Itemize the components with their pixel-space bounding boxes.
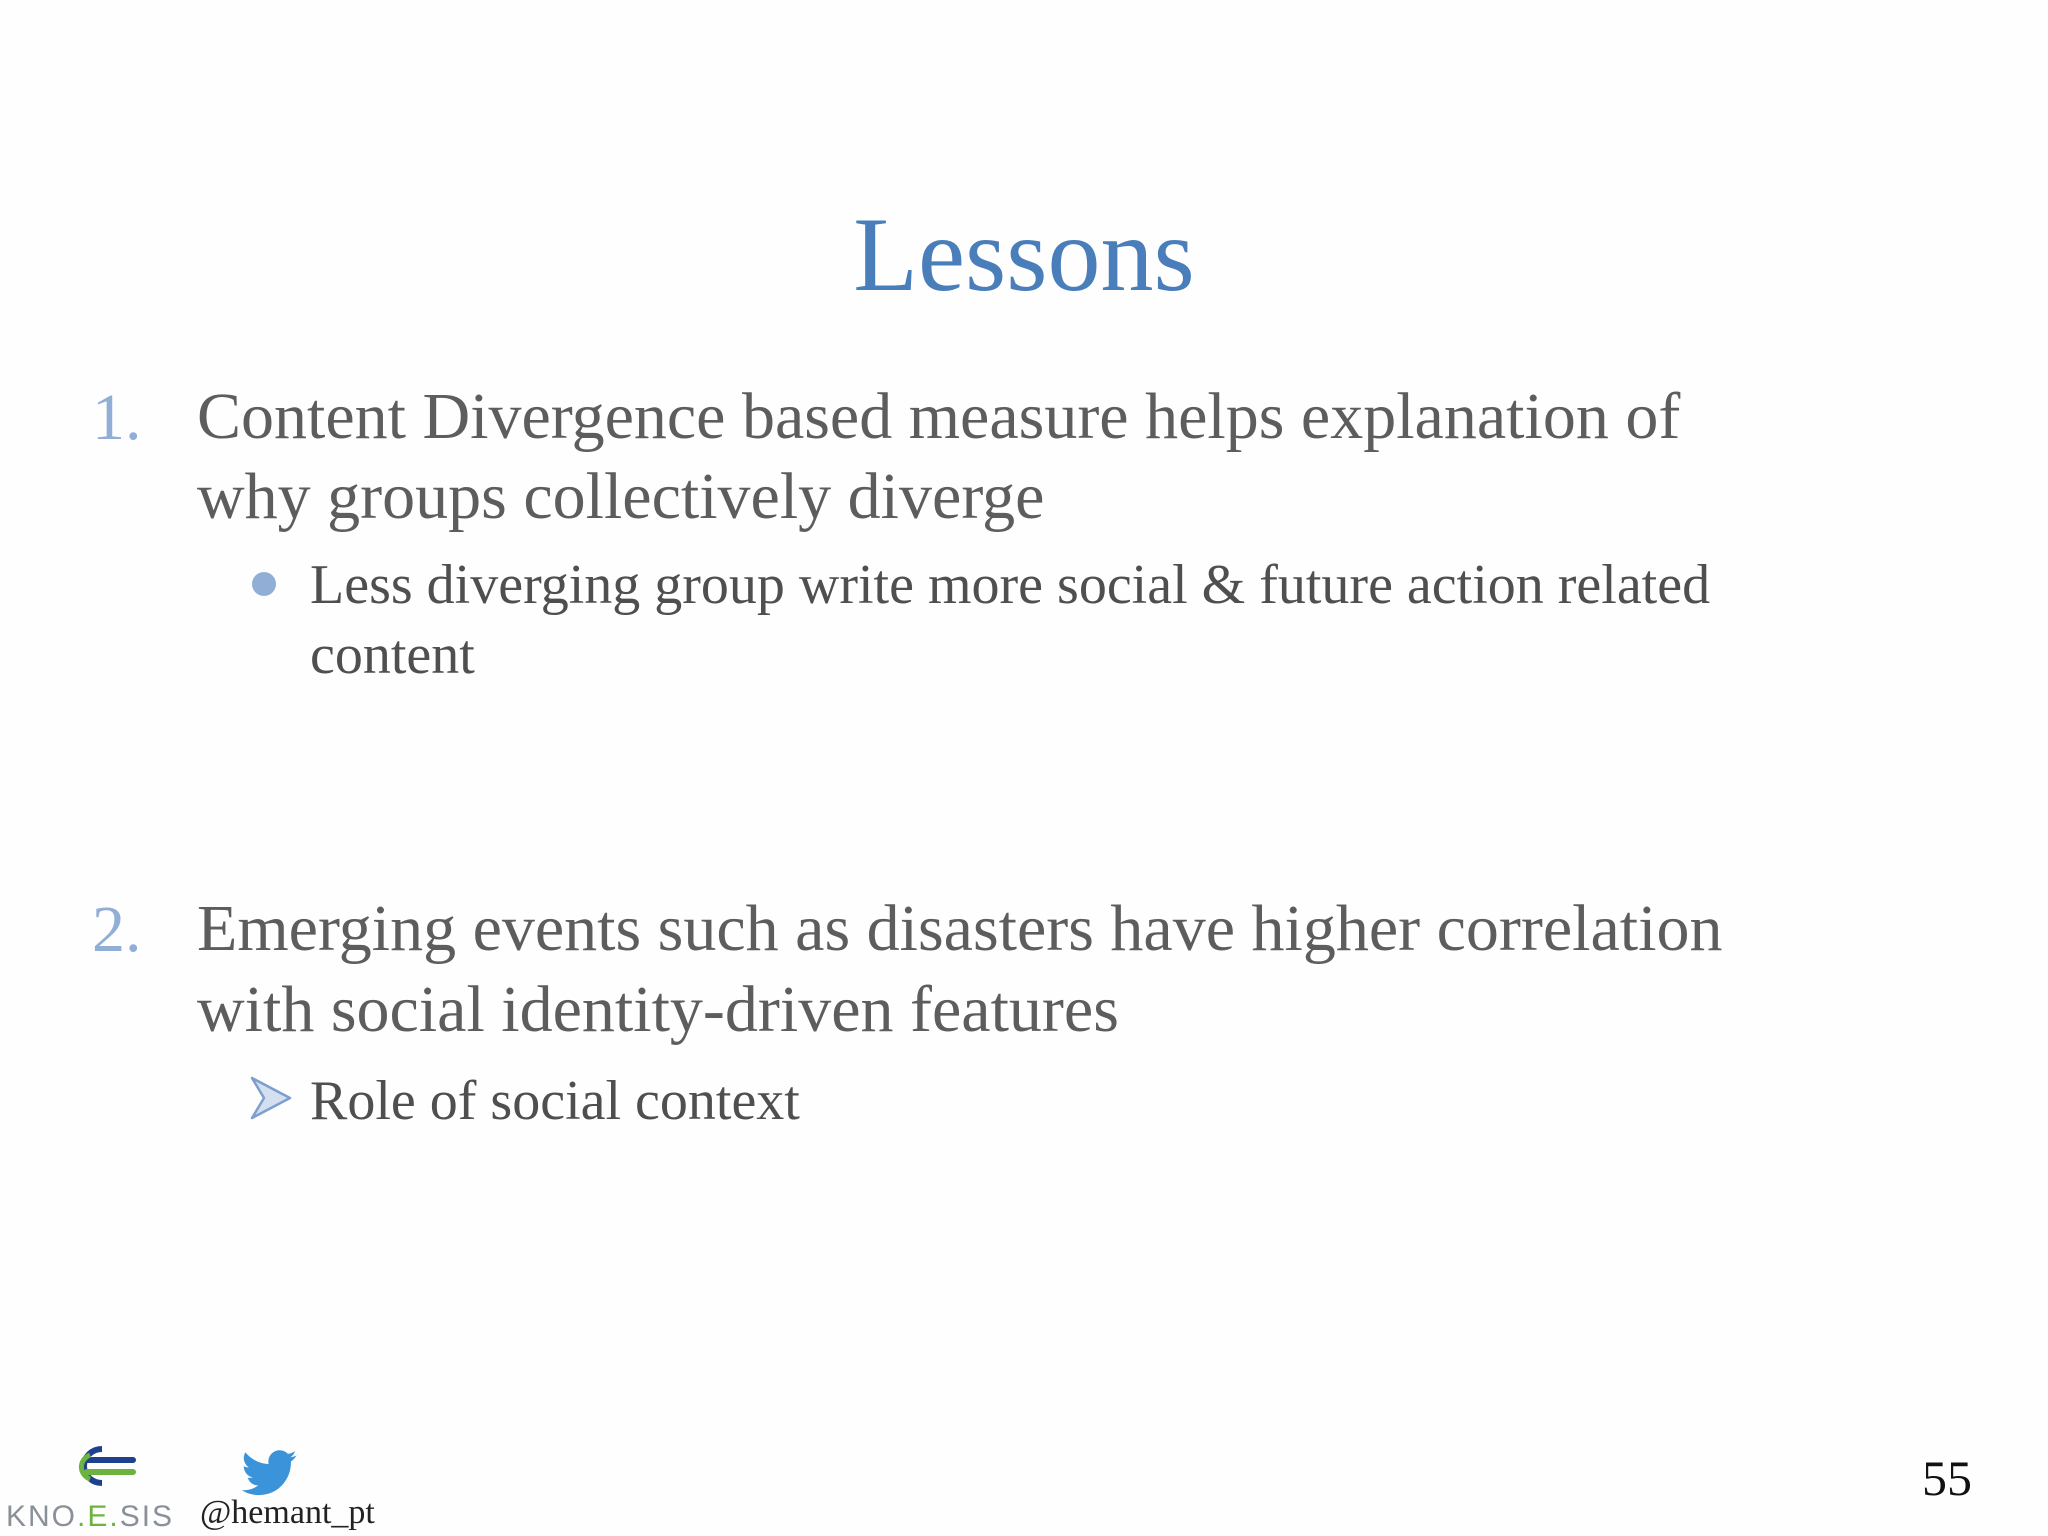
arrow-bullet-icon <box>250 1076 292 1120</box>
item-2-line-1: Emerging events such as disasters have higher correlation <box>197 892 1723 965</box>
logo-suffix: SIS <box>119 1500 175 1533</box>
twitter-handle: @hemant_pt <box>200 1494 375 1531</box>
logo-prefix: KNO <box>6 1500 78 1533</box>
item-1-sub-line-1: Less diverging group write more social & future action related <box>310 554 1711 616</box>
logo-mid: .E. <box>77 1500 120 1533</box>
item-1-line-1: Content Divergence based measure helps explanation of <box>197 380 1681 453</box>
knoesis-logo-icon <box>64 1445 140 1487</box>
knoesis-logo-text <box>6 1500 174 1534</box>
twitter-bird-icon <box>242 1450 298 1496</box>
item-2-line-2: with social identity-driven features <box>197 973 1119 1046</box>
item-2-sub-line-1: Role of social context <box>310 1070 800 1132</box>
page-number: 55 <box>1922 1450 1972 1506</box>
item-2-number: 2. <box>92 893 142 966</box>
item-1-sub-line-2: content <box>310 624 475 686</box>
item-1-line-2: why groups collectively diverge <box>197 460 1045 533</box>
slide-title: Lessons <box>853 196 1195 313</box>
item-1-number: 1. <box>92 381 142 454</box>
bullet-dot-icon <box>252 572 276 596</box>
